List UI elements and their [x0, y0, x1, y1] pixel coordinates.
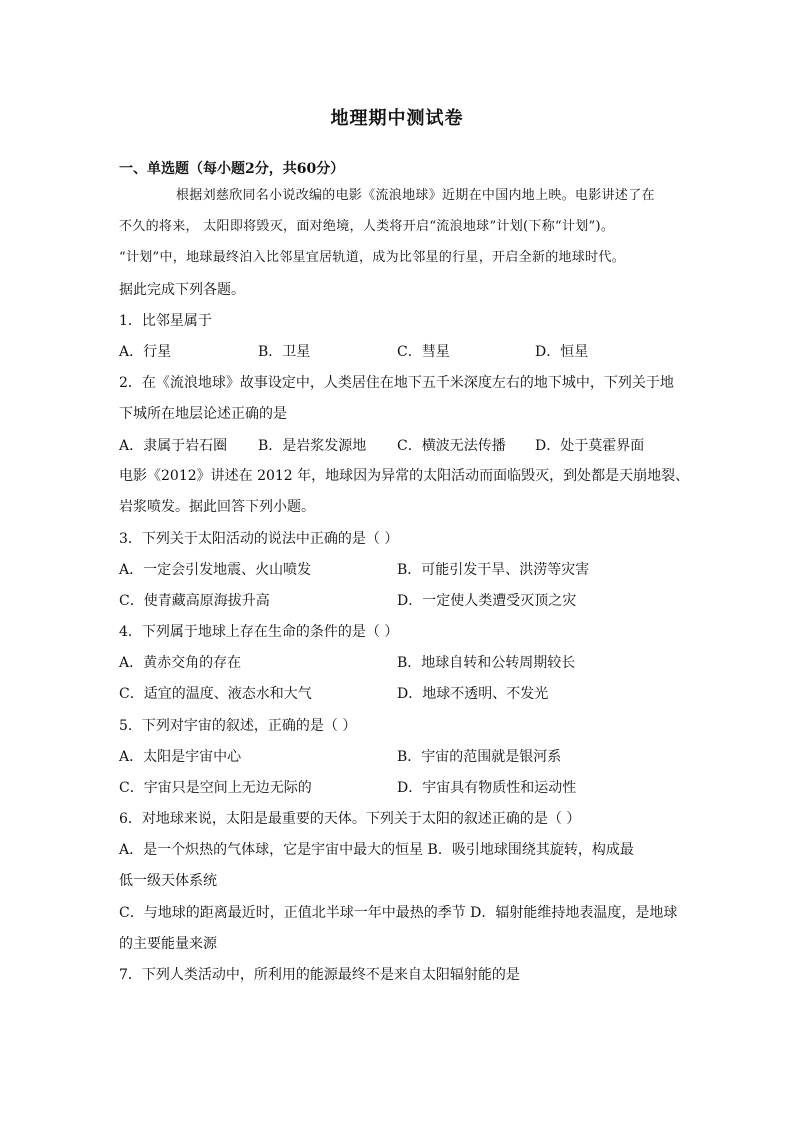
- q3-option-d: D．一定使人类遭受灭顶之灾: [397, 593, 577, 609]
- q4-option-a: A．黄赤交角的存在: [119, 655, 242, 671]
- q6-line-4: 的主要能量来源: [119, 936, 217, 952]
- passage1-line-3: “计划”中，地球最终泊入比邻星宜居轨道，成为比邻星的行星，开启全新的地球时代。: [119, 250, 625, 265]
- q2-stem-line-2: 下城所在地层论述正确的是: [119, 406, 287, 422]
- q3-option-b: B．可能引发干旱、洪涝等灾害: [397, 562, 590, 578]
- q1-option-b: B．卫星: [258, 344, 311, 360]
- q6-line-2: 低一级天体系统: [119, 873, 217, 889]
- page-title: 地理期中测试卷: [330, 108, 464, 129]
- q2-option-b: B．是岩浆发源地: [258, 438, 367, 454]
- q3-option-c: C．使青藏高原海拔升高: [119, 593, 270, 609]
- q1-option-d: D．恒星: [535, 344, 589, 360]
- q5-stem: 5．下列对宇宙的叙述，正确的是（ ）: [119, 718, 357, 734]
- q1-option-c: C．彗星: [397, 344, 450, 360]
- passage1-line-4: 据此完成下列各题。: [119, 282, 245, 298]
- q6-line-3: C．与地球的距离最近时，正值北半球一年中最热的季节 D．辐射能维持地表温度，是地球: [119, 905, 678, 921]
- q6-line-1: A．是一个炽热的气体球，它是宇宙中最大的恒星 B．吸引地球围绕其旋转，构成最: [119, 842, 634, 858]
- q5-option-a: A．太阳是宇宙中心: [119, 749, 242, 765]
- q4-option-d: D．地球不透明、不发光: [397, 686, 549, 702]
- q2-option-d: D．处于莫霍界面: [535, 438, 645, 454]
- q4-option-c: C．适宜的温度、液态水和大气: [119, 686, 312, 702]
- q2-option-c: C．横波无法传播: [397, 438, 506, 454]
- q7-stem: 7．下列人类活动中，所利用的能源最终不是来自太阳辐射能的是: [119, 967, 520, 983]
- q5-option-b: B．宇宙的范围就是银河系: [397, 749, 562, 765]
- q5-option-c: C．宇宙只是空间上无边无际的: [119, 780, 312, 796]
- q2-stem-line-1: 2．在《流浪地球》故事设定中，人类居住在地下五千米深度左右的地下城中，下列关于地: [119, 375, 674, 391]
- passage2-line-2: 岩浆喷发。据此回答下列小题。: [119, 499, 315, 515]
- passage1-line-1: 根据刘慈欣同名小说改编的电影《流浪地球》近期在中国内地上映。电影讲述了在: [176, 188, 655, 203]
- q1-stem: 1．比邻星属于: [119, 313, 212, 329]
- passage2-line-1: 电影《2012》讲述在 2012 年，地球因为异常的太阳活动而面临毁灭，到处都是天崩地裂、: [119, 468, 690, 484]
- q3-option-a: A．一定会引发地震、火山喷发: [119, 562, 312, 578]
- q4-option-b: B．地球自转和公转周期较长: [397, 655, 576, 671]
- passage1-line-2: 不久的将来， 太阳即将毁灭，面对绝境，人类将开启“流浪地球”计划(下称“计划”)。: [119, 219, 615, 234]
- q5-option-d: D．宇宙具有物质性和运动性: [397, 780, 577, 796]
- q2-option-a: A．隶属于岩石圈: [119, 438, 228, 454]
- q1-option-a: A．行星: [119, 344, 172, 360]
- q6-stem: 6．对地球来说，太阳是最重要的天体。下列关于太阳的叙述正确的是（ ）: [119, 811, 581, 827]
- q3-stem: 3．下列关于太阳活动的说法中正确的是（ ）: [119, 531, 399, 547]
- section-heading: 一、单选题（每小题2分，共60分）: [119, 161, 345, 177]
- q4-stem: 4．下列属于地球上存在生命的条件的是（ ）: [119, 624, 399, 640]
